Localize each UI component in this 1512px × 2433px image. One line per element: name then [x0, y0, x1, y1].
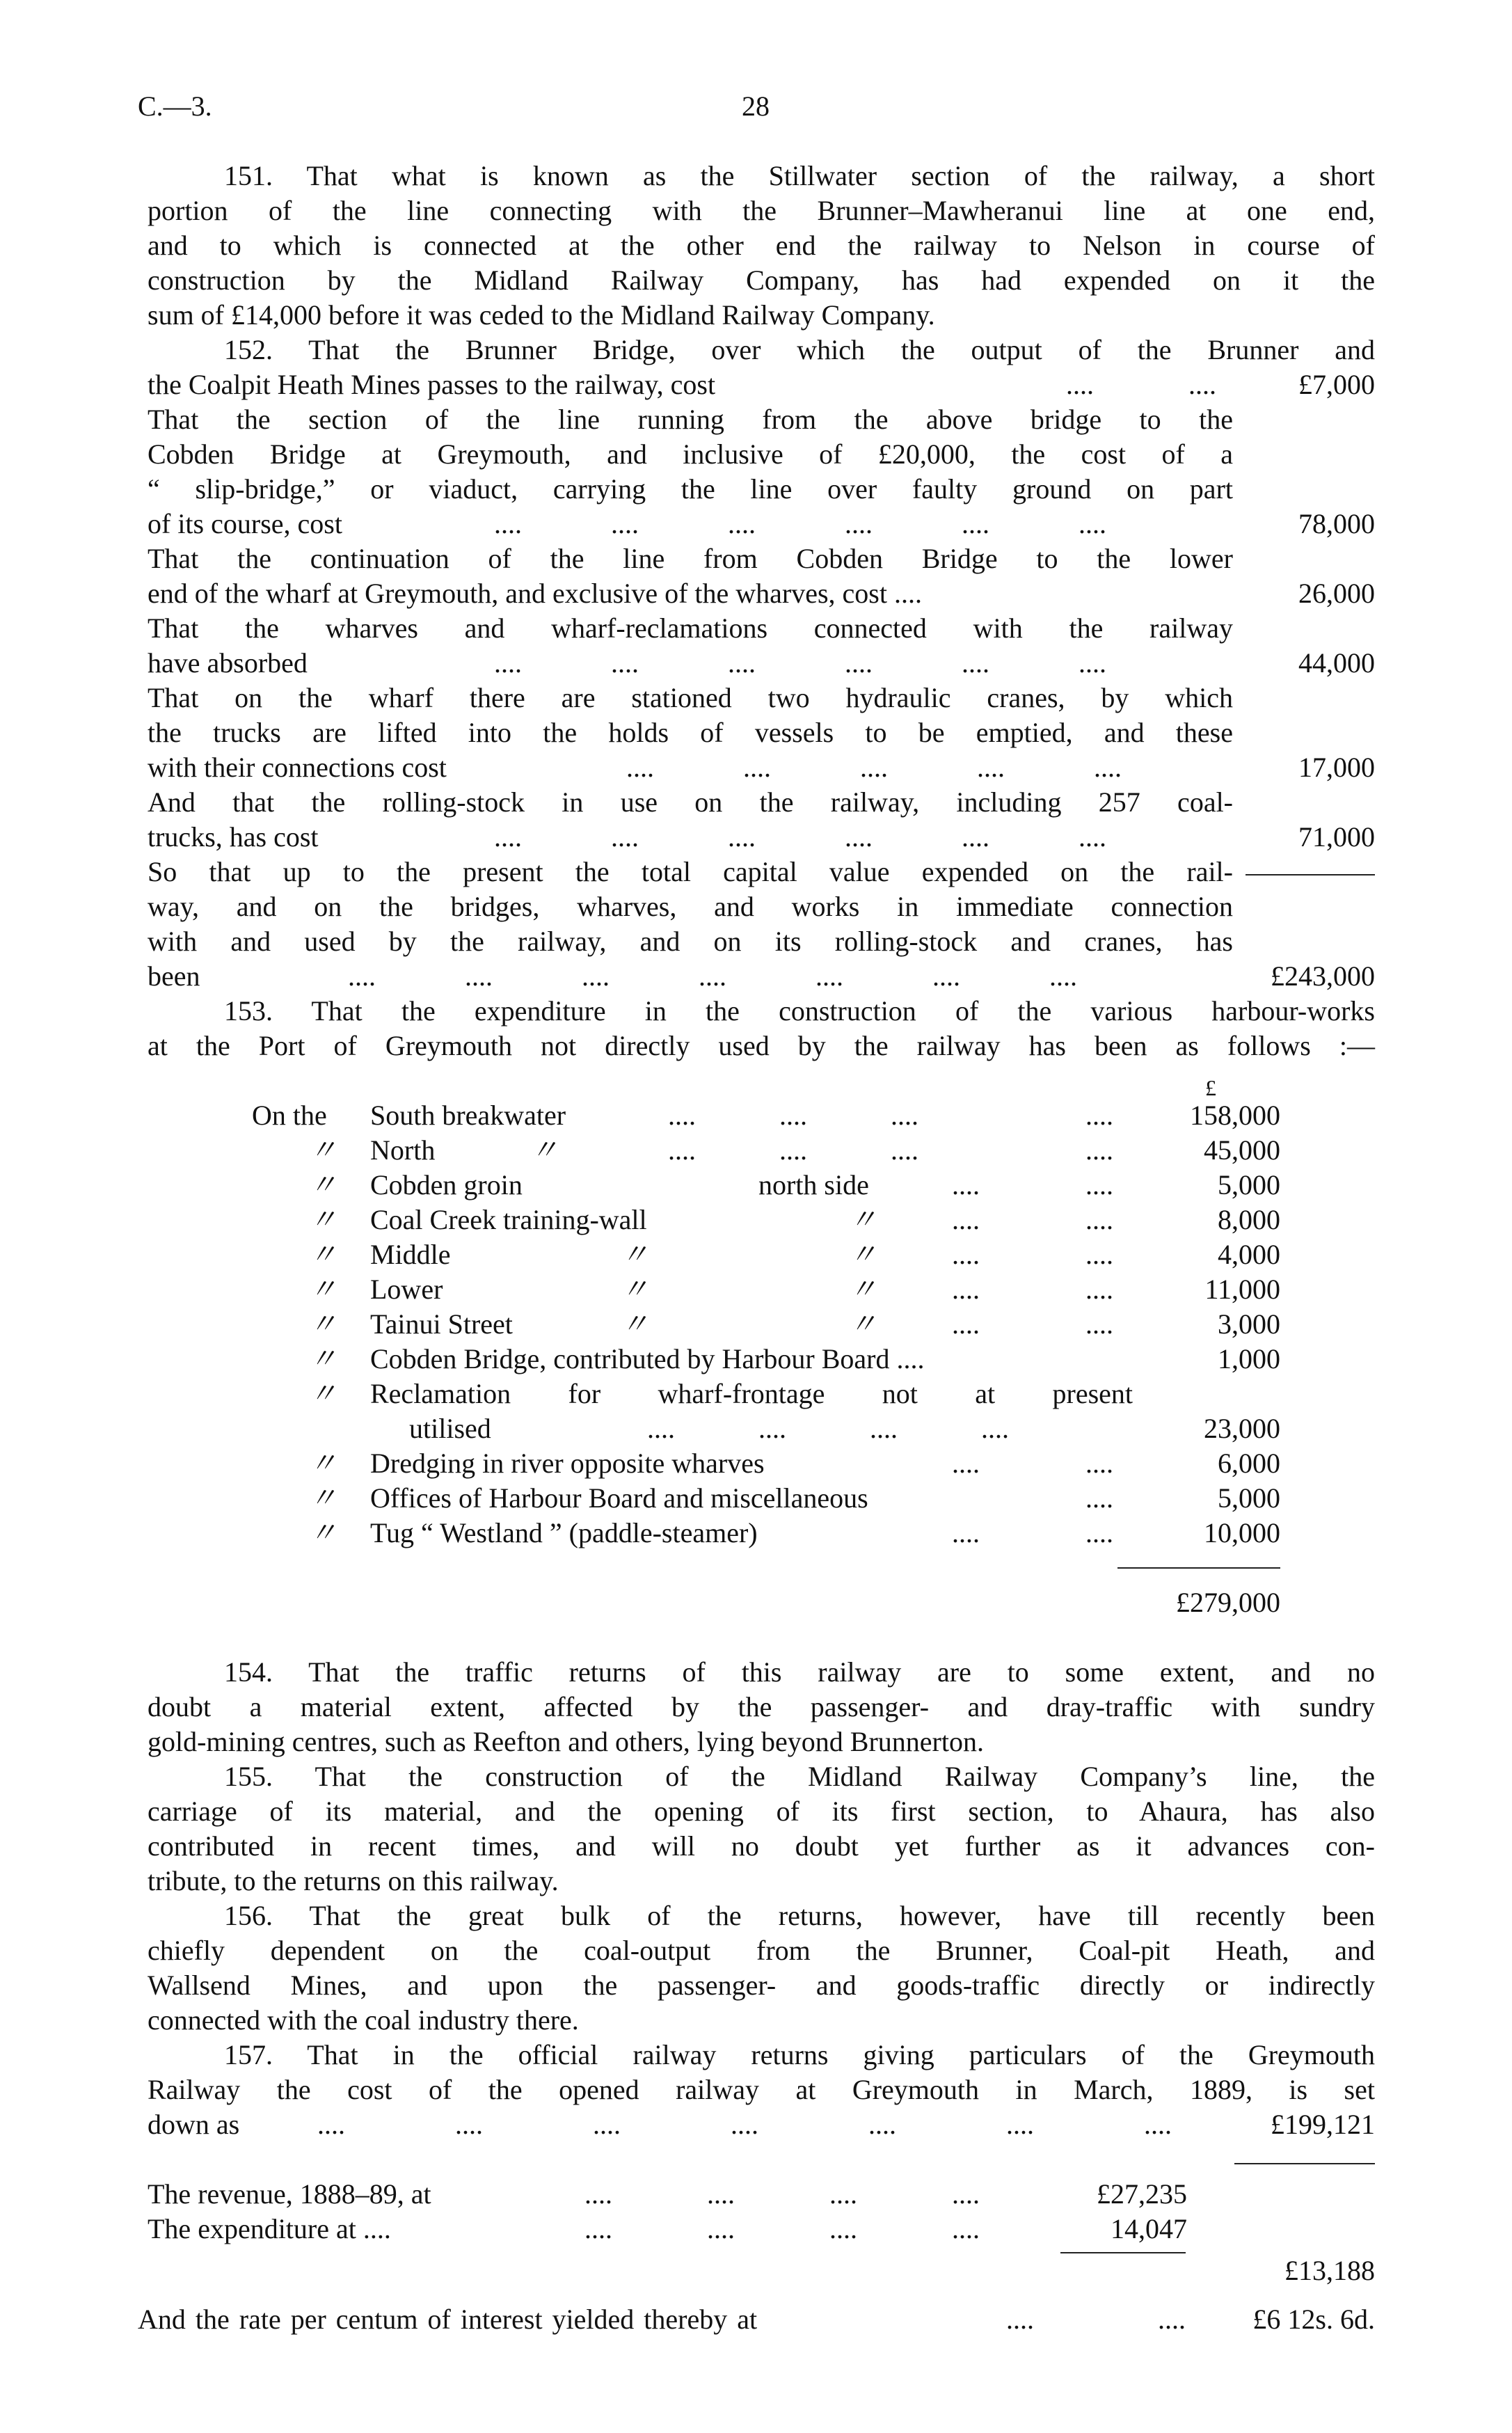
- text-line: the Coalpit Heath Mines passes to the railway, cost: [148, 369, 716, 400]
- text-line: carriage of its material, and the opening of its first section, to Ahaura, has also: [148, 1796, 1375, 1827]
- row-amount: 3,000: [1218, 1308, 1280, 1340]
- text-line: contributed in recent times, and will no doubt yet further as it advances con-: [148, 1830, 1375, 1862]
- row-amount: 45,000: [1204, 1134, 1280, 1166]
- text-line: doubt a material extent, affected by the passenger- and dray-traffic with sundry: [148, 1691, 1375, 1722]
- row-side: north side: [758, 1169, 869, 1200]
- revenue-label: The revenue, 1888–89, at: [148, 2178, 431, 2210]
- leader-dots: ....: [952, 1448, 980, 1479]
- text-line: portion of the line connecting with the Brunner–Mawheranui line at one end,: [148, 195, 1375, 226]
- text-line: the trucks are lifted into the holds of vessels to be emptied, and these: [148, 717, 1233, 748]
- text-line: of its course, cost: [148, 508, 342, 539]
- text-line: That on the wharf there are stationed two hydraulic cranes, by which: [148, 682, 1233, 713]
- leader-dots: ....: [952, 1274, 980, 1305]
- leader-dots: ....: [1158, 2304, 1186, 2335]
- text-line: That the continuation of the line from Cobden Bridge to the lower: [148, 543, 1233, 574]
- text-line: 156. That the great bulk of the returns, however, have till recently been: [224, 1900, 1375, 1931]
- sum-rule: [1234, 2163, 1375, 2164]
- leader-dots: .... .... ....: [668, 1134, 918, 1166]
- leader-dots: ....: [1085, 1239, 1113, 1270]
- text-line: Cobden Bridge at Greymouth, and inclusive of £20,000, the cost of a: [148, 438, 1233, 470]
- text-line: tribute, to the returns on this railway.: [148, 1865, 559, 1896]
- text-line: chiefly dependent on the coal-output from the Brunner, Coal-pit Heath, and: [148, 1935, 1375, 1966]
- amount-section: 78,000: [1298, 508, 1375, 539]
- text-line: and to which is connected at the other end the railway to Nelson in course of: [148, 230, 1375, 261]
- leader-dots: ....: [1085, 1308, 1113, 1340]
- ditto-mark: 〃: [309, 1204, 337, 1235]
- leader-dots: .... .... .... .... .... .... ....: [348, 960, 1077, 992]
- revenue-amount: £27,235: [1097, 2178, 1187, 2210]
- text-line: 157. That in the official railway returns giving particulars of the Greymouth: [224, 2039, 1375, 2070]
- ditto-mark: 〃: [309, 1134, 337, 1166]
- leader-dots: ....: [952, 1204, 980, 1235]
- harbour-works-total: £279,000: [1176, 1587, 1280, 1618]
- text-line: trucks, has cost: [148, 821, 319, 853]
- text-line: sum of £14,000 before it was ceded to the Midland Railway Company.: [148, 299, 935, 331]
- text-line: That the wharves and wharf-reclamations connected with the railway: [148, 612, 1233, 644]
- leader-dots: ....: [952, 1239, 980, 1270]
- row-label: South breakwater: [370, 1100, 566, 1131]
- leader-dots: .... .... .... ....: [584, 2213, 980, 2244]
- row-amount: 5,000: [1218, 1169, 1280, 1200]
- ditto-mark: 〃: [309, 1308, 337, 1340]
- rate-label: And the rate per centum of interest yielded thereby at: [138, 2304, 758, 2335]
- text-line: way, and on the bridges, wharves, and works in immediate connection: [148, 891, 1233, 922]
- sum-rule: [1060, 2252, 1186, 2253]
- row-label: Lower: [370, 1274, 443, 1305]
- text-line: That the section of the line running from the above bridge to the: [148, 404, 1233, 435]
- leader-dots: ....: [952, 1169, 980, 1200]
- amount-total-capital: £243,000: [1271, 960, 1375, 992]
- leader-dots: .... .... .... .... .... .... ....: [317, 2109, 1172, 2140]
- ditto-mark: 〃: [309, 1169, 337, 1200]
- leader-dots: ....: [1085, 1274, 1113, 1305]
- sum-rule: [1117, 1567, 1280, 1569]
- ditto-mark: 〃: [849, 1239, 877, 1270]
- text-line: been: [148, 960, 200, 992]
- leader-dots: ....: [1085, 1482, 1113, 1514]
- report-reference: C.—3.: [138, 90, 212, 122]
- ditto-mark: 〃: [309, 1448, 337, 1479]
- row-label: Offices of Harbour Board and miscellaneous: [370, 1482, 868, 1514]
- text-line: down as: [148, 2109, 240, 2140]
- amount-continuation: 26,000: [1298, 578, 1375, 609]
- ditto-mark: 〃: [309, 1343, 337, 1374]
- text-line: Wallsend Mines, and upon the passenger- and goods-traffic directly or indirectly: [148, 1970, 1375, 2001]
- row-label: Tug “ Westland ” (paddle-steamer): [370, 1517, 758, 1548]
- expenditure-label: The expenditure at ....: [148, 2213, 391, 2244]
- text-line: “ slip-bridge,” or viaduct, carrying the line over faulty ground on part: [148, 473, 1233, 505]
- leader-dots: .... .... .... .... .... ....: [494, 821, 1106, 853]
- leader-dots: ....: [1085, 1204, 1113, 1235]
- row-amount: 1,000: [1218, 1343, 1280, 1374]
- row-label: Coal Creek training-wall: [370, 1204, 647, 1235]
- leader-dots: ....: [1006, 2304, 1034, 2335]
- text-line: construction by the Midland Railway Company, has had expended on it the: [148, 264, 1375, 296]
- leader-dots: ....: [1085, 1448, 1113, 1479]
- text-line: 151. That what is known as the Stillwater section of the railway, a short: [224, 160, 1375, 191]
- text-line: Railway the cost of the opened railway at Greymouth in March, 1889, is set: [148, 2074, 1375, 2105]
- leader-dots: .... .... .... ....: [647, 1413, 1009, 1444]
- row-amount: 11,000: [1204, 1274, 1280, 1305]
- leader-dots: ....: [1085, 1134, 1113, 1166]
- amount-opened-railway-cost: £199,121: [1271, 2109, 1375, 2140]
- leader-dots: ....: [1085, 1169, 1113, 1200]
- row-label: Middle: [370, 1239, 451, 1270]
- leader-dots: ....: [1066, 369, 1094, 400]
- ditto-mark: 〃: [849, 1204, 877, 1235]
- ditto-mark: 〃: [621, 1274, 648, 1305]
- row-amount: 23,000: [1204, 1413, 1280, 1444]
- text-line: 152. That the Brunner Bridge, over which the output of the Brunner and: [224, 334, 1375, 365]
- sum-rule: [1246, 874, 1375, 875]
- leader-dots: .... .... ....: [668, 1100, 918, 1131]
- expenditure-amount: 14,047: [1111, 2213, 1187, 2244]
- row-amount: 6,000: [1218, 1448, 1280, 1479]
- leader-dots: ....: [1188, 369, 1216, 400]
- text-line: have absorbed: [148, 647, 308, 679]
- ditto-mark: 〃: [621, 1308, 648, 1340]
- ditto-mark: 〃: [621, 1239, 648, 1270]
- amount-cranes: 17,000: [1298, 752, 1375, 783]
- text-line: gold-mining centres, such as Reefton and others, lying beyond Brunnerton.: [148, 1726, 984, 1757]
- row-amount: 10,000: [1204, 1517, 1280, 1548]
- row-label: Reclamation for wharf-frontage not at present: [370, 1378, 1133, 1409]
- page-number: 28: [742, 90, 770, 122]
- ditto-mark: 〃: [309, 1239, 337, 1270]
- ditto-mark: 〃: [309, 1274, 337, 1305]
- amount-rolling-stock: 71,000: [1298, 821, 1375, 853]
- text-line: 154. That the traffic returns of this railway are to some extent, and no: [224, 1656, 1375, 1688]
- row-prefix: On the: [252, 1100, 327, 1131]
- leader-dots: ....: [952, 1517, 980, 1548]
- rate-amount: £6 12s. 6d.: [1252, 2304, 1375, 2335]
- net-amount: £13,188: [1284, 2255, 1375, 2286]
- ditto-mark: 〃: [530, 1134, 558, 1166]
- amount-brunner-bridge: £7,000: [1298, 369, 1375, 400]
- row-label: Dredging in river opposite wharves: [370, 1448, 765, 1479]
- row-amount: 4,000: [1218, 1239, 1280, 1270]
- leader-dots: .... .... .... .... .... ....: [494, 508, 1106, 539]
- row-amount: 8,000: [1218, 1204, 1280, 1235]
- leader-dots: ....: [952, 1308, 980, 1340]
- leader-dots: ....: [1085, 1517, 1113, 1548]
- leader-dots: ....: [1085, 1100, 1113, 1131]
- leader-dots: .... .... .... .... ....: [626, 752, 1122, 783]
- amount-wharves: 44,000: [1298, 647, 1375, 679]
- row-label-continued: utilised: [409, 1413, 491, 1444]
- row-amount: 158,000: [1190, 1100, 1280, 1131]
- ditto-mark: 〃: [849, 1308, 877, 1340]
- text-line: with their connections cost: [148, 752, 447, 783]
- text-line: at the Port of Greymouth not directly used by the railway has been as follows :—: [148, 1030, 1375, 1061]
- text-line: connected with the coal industry there.: [148, 2004, 579, 2036]
- leader-dots: .... .... .... .... .... ....: [494, 647, 1106, 679]
- row-label: Cobden groin: [370, 1169, 523, 1200]
- leader-dots: .... .... .... ....: [584, 2178, 980, 2210]
- ditto-mark: 〃: [309, 1482, 337, 1514]
- ditto-mark: 〃: [309, 1378, 337, 1409]
- text-line: So that up to the present the total capital value expended on the rail-: [148, 856, 1233, 887]
- row-amount: 5,000: [1218, 1482, 1280, 1514]
- text-line: 153. That the expenditure in the construction of the various harbour-works: [224, 995, 1375, 1027]
- row-label: Tainui Street: [370, 1308, 513, 1340]
- row-label: Cobden Bridge, contributed by Harbour Board ....: [370, 1343, 925, 1374]
- text-line: 155. That the construction of the Midland Railway Company’s line, the: [224, 1761, 1375, 1792]
- text-line: end of the wharf at Greymouth, and exclusive of the wharves, cost ....: [148, 578, 922, 609]
- currency-header: £: [1205, 1075, 1216, 1100]
- text-line: with and used by the railway, and on its rolling-stock and cranes, has: [148, 926, 1233, 957]
- row-label: North: [370, 1134, 436, 1166]
- ditto-mark: 〃: [849, 1274, 877, 1305]
- text-line: And that the rolling-stock in use on the railway, including 257 coal-: [148, 786, 1233, 818]
- ditto-mark: 〃: [309, 1517, 337, 1548]
